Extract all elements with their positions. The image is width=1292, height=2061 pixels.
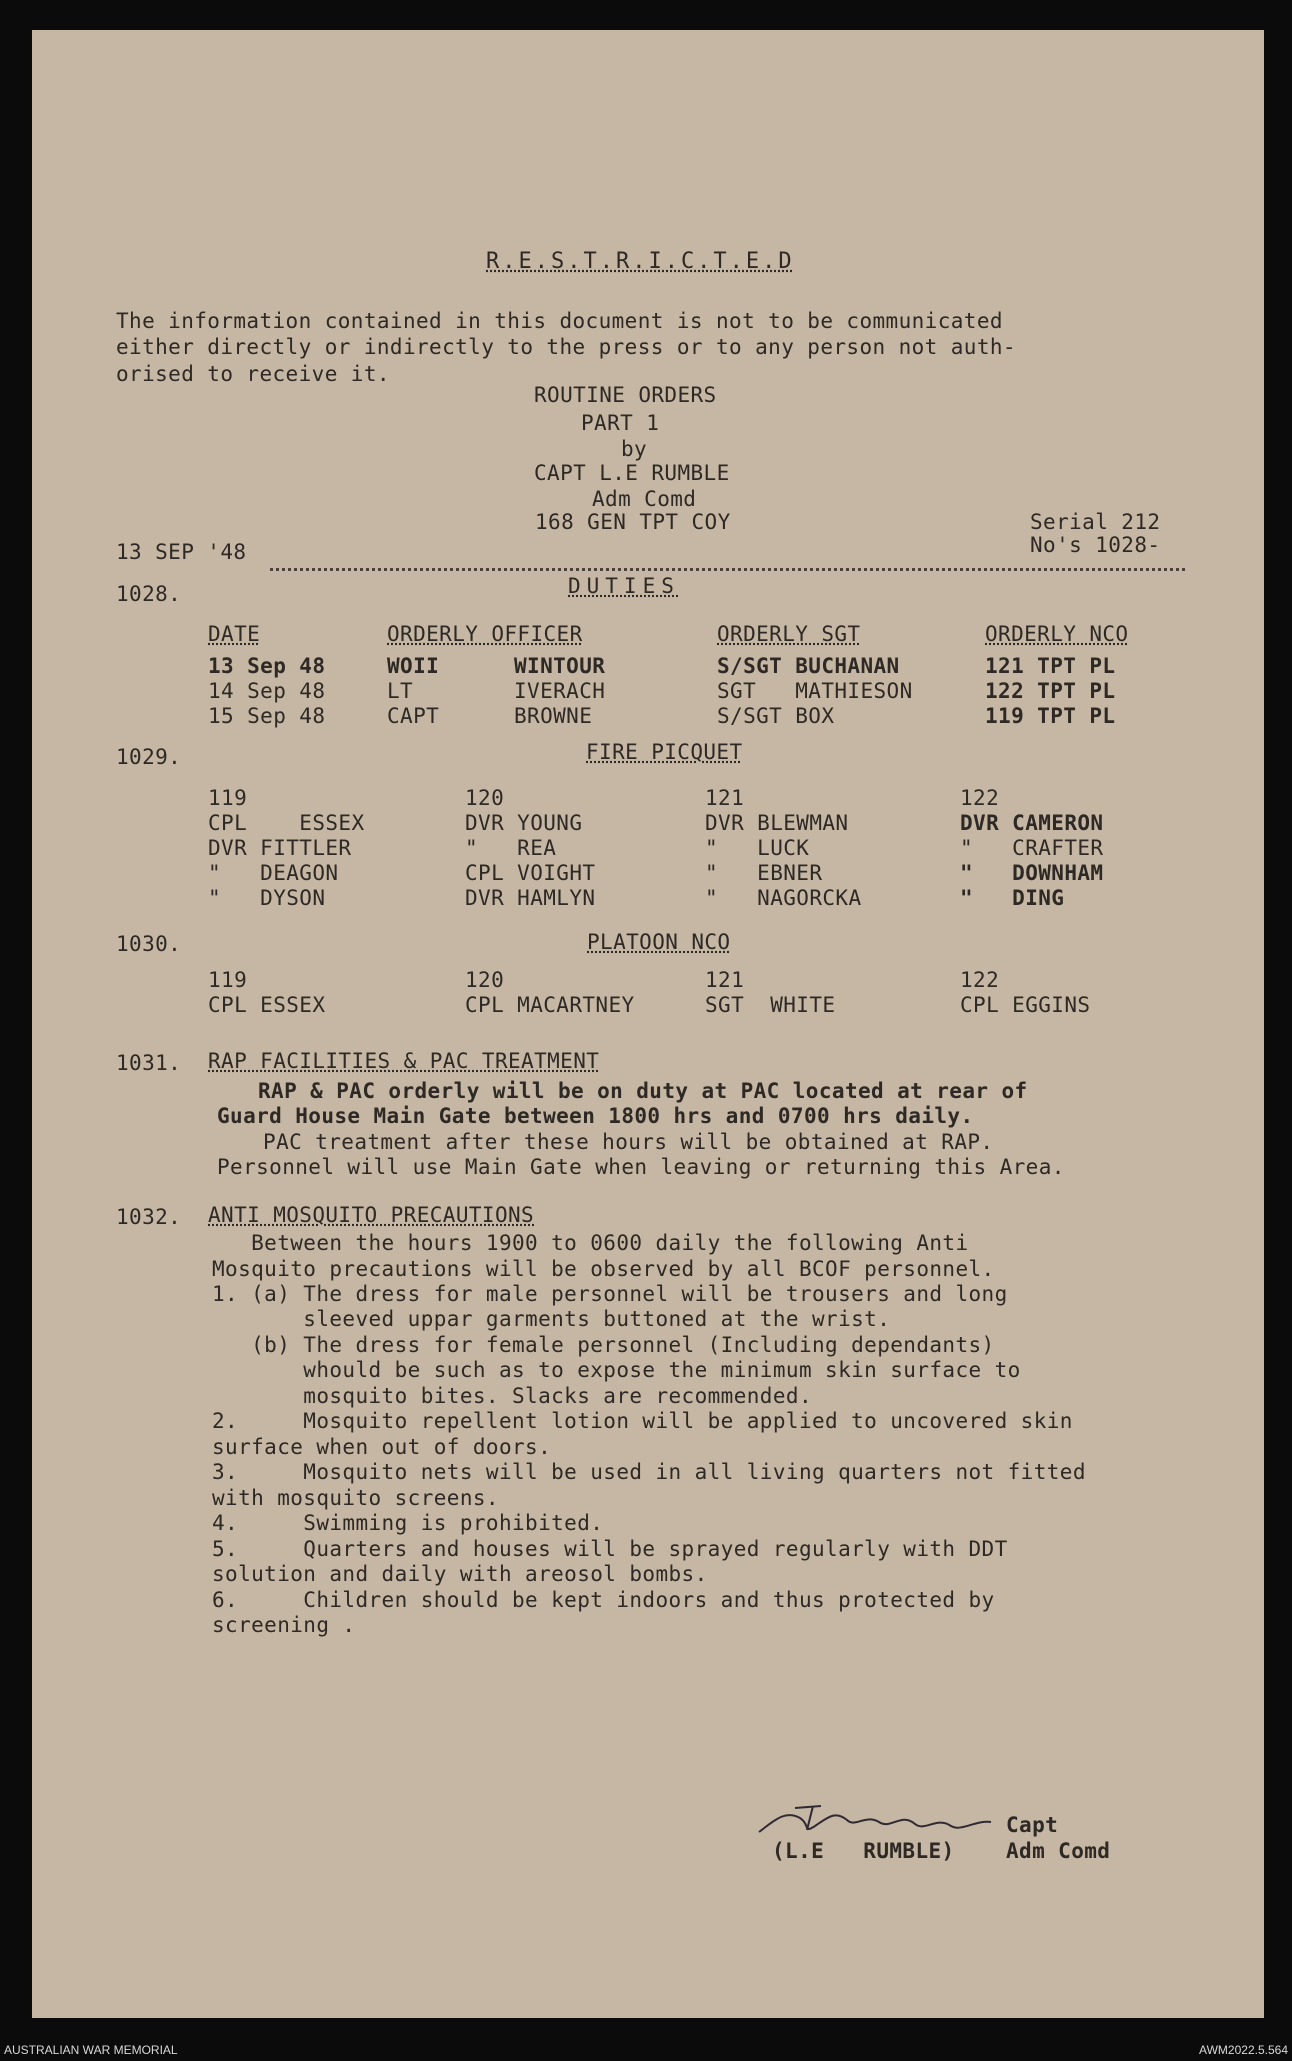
picquet-121-line-1: DVR BLEWMAN (705, 811, 849, 835)
duties-heading: DUTIES (568, 574, 680, 598)
picquet-119-line-4: " DYSON (208, 886, 326, 910)
nco-122-name: CPL EGGINS (960, 993, 1091, 1017)
picquet-122-line-3: " DOWNHAM (960, 861, 1104, 885)
duties-col-date: DATE (208, 622, 261, 646)
duty-row-2-officer: IVERACH (514, 679, 606, 703)
picquet-119-platoon: 119 (208, 786, 248, 810)
duty-row-1-rank: WOII (387, 654, 440, 678)
warning-line-1: The information contained in this document is not to be communicated (116, 309, 1003, 333)
duty-row-2-date: 14 Sep 48 (208, 679, 326, 703)
section-number-1030: 1030. (116, 932, 182, 956)
mosquito-line-4: sleeved uppar garments buttoned at the wrist. (212, 1307, 891, 1331)
order-numbers: No's 1028- (1030, 533, 1161, 557)
picquet-122-line-1: DVR CAMERON (960, 811, 1104, 835)
duty-row-2-rank: LT (387, 679, 414, 703)
warning-line-3: orised to receive it. (116, 362, 390, 386)
duties-col-officer: ORDERLY OFFICER (387, 622, 583, 646)
rap-line-3: PAC treatment after these hours will be obtained at RAP. (250, 1130, 994, 1154)
signature-rank: Capt (1006, 1813, 1059, 1837)
separator-dots (270, 568, 1185, 571)
mosquito-line-13: 5. Quarters and houses will be sprayed regularly with DDT (212, 1537, 1008, 1561)
picquet-121-platoon: 121 (705, 786, 745, 810)
section-number-1032: 1032. (116, 1205, 182, 1229)
duty-row-1-date: 13 Sep 48 (208, 654, 326, 678)
handwritten-signature (755, 1800, 1015, 1840)
picquet-120-platoon: 120 (465, 786, 505, 810)
nco-119-platoon: 119 (208, 968, 248, 992)
duties-col-sgt: ORDERLY SGT (717, 622, 861, 646)
mosquito-line-7: mosquito bites. Slacks are recommended. (212, 1384, 812, 1408)
title-line-3: by (621, 437, 648, 461)
mosquito-line-16: screening . (212, 1613, 356, 1637)
serial-number: Serial 212 (1030, 510, 1161, 534)
picquet-119-line-3: " DEAGON (208, 861, 339, 885)
nco-121-name: SGT WHITE (705, 993, 836, 1017)
signature-appointment: Adm Comd (1006, 1839, 1111, 1863)
nco-122-platoon: 122 (960, 968, 1000, 992)
mosquito-heading: ANTI MOSQUITO PRECAUTIONS (208, 1203, 535, 1227)
duty-row-1-sgt: S/SGT BUCHANAN (717, 654, 900, 678)
nco-121-platoon: 121 (705, 968, 745, 992)
duty-row-3-officer: BROWNE (514, 704, 593, 728)
title-line-2: PART 1 (581, 411, 660, 435)
duty-row-3-date: 15 Sep 48 (208, 704, 326, 728)
nco-120-platoon: 120 (465, 968, 505, 992)
duty-row-2-sgt: SGT MATHIESON (717, 679, 913, 703)
duties-col-nco: ORDERLY NCO (985, 622, 1129, 646)
picquet-120-line-1: DVR YOUNG (465, 811, 583, 835)
picquet-121-line-4: " NAGORCKA (705, 886, 862, 910)
platoon-nco-heading: PLATOON NCO (587, 930, 731, 954)
title-line-4: CAPT L.E RUMBLE (534, 461, 730, 485)
nco-120-name: CPL MACARTNEY (465, 993, 635, 1017)
signature-name: (L.E RUMBLE) (772, 1839, 955, 1863)
rap-line-2: Guard House Main Gate between 1800 hrs and 0700 hrs daily. (217, 1104, 974, 1128)
duty-row-2-nco: 122 TPT PL (985, 679, 1116, 703)
section-number-1028: 1028. (116, 582, 182, 606)
rap-line-1: RAP & PAC orderly will be on duty at PAC located at rear of (258, 1079, 1028, 1103)
fire-picquet-heading: FIRE PICQUET (586, 740, 743, 764)
footer-catalogue-number: AWM2022.5.564 (1199, 2043, 1288, 2057)
duty-row-3-nco: 119 TPT PL (985, 704, 1116, 728)
picquet-119-line-1: CPL ESSEX (208, 811, 365, 835)
title-line-6: 168 GEN TPT COY (535, 510, 731, 534)
mosquito-line-15: 6. Children should be kept indoors and thus protected by (212, 1588, 995, 1612)
picquet-121-line-3: " EBNER (705, 861, 823, 885)
mosquito-line-10: 3. Mosquito nets will be used in all living quarters not fitted (212, 1460, 1086, 1484)
picquet-119-line-2: DVR FITTLER (208, 836, 352, 860)
picquet-120-line-2: " REA (465, 836, 557, 860)
warning-line-2: either directly or indirectly to the press or to any person not auth- (116, 335, 1016, 359)
mosquito-line-11: with mosquito screens. (212, 1486, 499, 1510)
duty-row-3-rank: CAPT (387, 704, 440, 728)
title-line-1: ROUTINE ORDERS (534, 383, 717, 407)
section-number-1029: 1029. (116, 745, 182, 769)
nco-119-name: CPL ESSEX (208, 993, 326, 1017)
picquet-122-line-4: " DING (960, 886, 1065, 910)
mosquito-line-9: surface when out of doors. (212, 1435, 552, 1459)
duty-row-1-officer: WINTOUR (514, 654, 606, 678)
mosquito-line-14: solution and daily with areosol bombs. (212, 1562, 708, 1586)
duty-row-3-sgt: S/SGT BOX (717, 704, 835, 728)
mosquito-line-3: 1. (a) The dress for male personnel will be trousers and long (212, 1282, 1008, 1306)
footer-institution: AUSTRALIAN WAR MEMORIAL (4, 2043, 178, 2057)
order-date: 13 SEP '48 (116, 540, 247, 564)
mosquito-line-1: Between the hours 1900 to 0600 daily the following Anti (212, 1231, 969, 1255)
rap-heading: RAP FACILITIES & PAC TREATMENT (208, 1049, 600, 1073)
picquet-120-line-3: CPL VOIGHT (465, 861, 596, 885)
classification-heading: R.E.S.T.R.I.C.T.E.D (486, 249, 795, 274)
rap-line-4: Personnel will use Main Gate when leaving or returning this Area. (217, 1155, 1065, 1179)
mosquito-line-12: 4. Swimming is prohibited. (212, 1511, 604, 1535)
mosquito-line-8: 2. Mosquito repellent lotion will be applied to uncovered skin (212, 1409, 1073, 1433)
section-number-1031: 1031. (116, 1051, 182, 1075)
mosquito-line-6: whould be such as to expose the minimum skin surface to (212, 1358, 1021, 1382)
picquet-120-line-4: DVR HAMLYN (465, 886, 596, 910)
picquet-122-platoon: 122 (960, 786, 1000, 810)
duty-row-1-nco: 121 TPT PL (985, 654, 1116, 678)
picquet-121-line-2: " LUCK (705, 836, 810, 860)
mosquito-line-5: (b) The dress for female personnel (Including dependants) (212, 1333, 995, 1357)
title-line-5: Adm Comd (592, 487, 697, 511)
mosquito-line-2: Mosquito precautions will be observed by all BCOF personnel. (212, 1257, 995, 1281)
picquet-122-line-2: " CRAFTER (960, 836, 1104, 860)
